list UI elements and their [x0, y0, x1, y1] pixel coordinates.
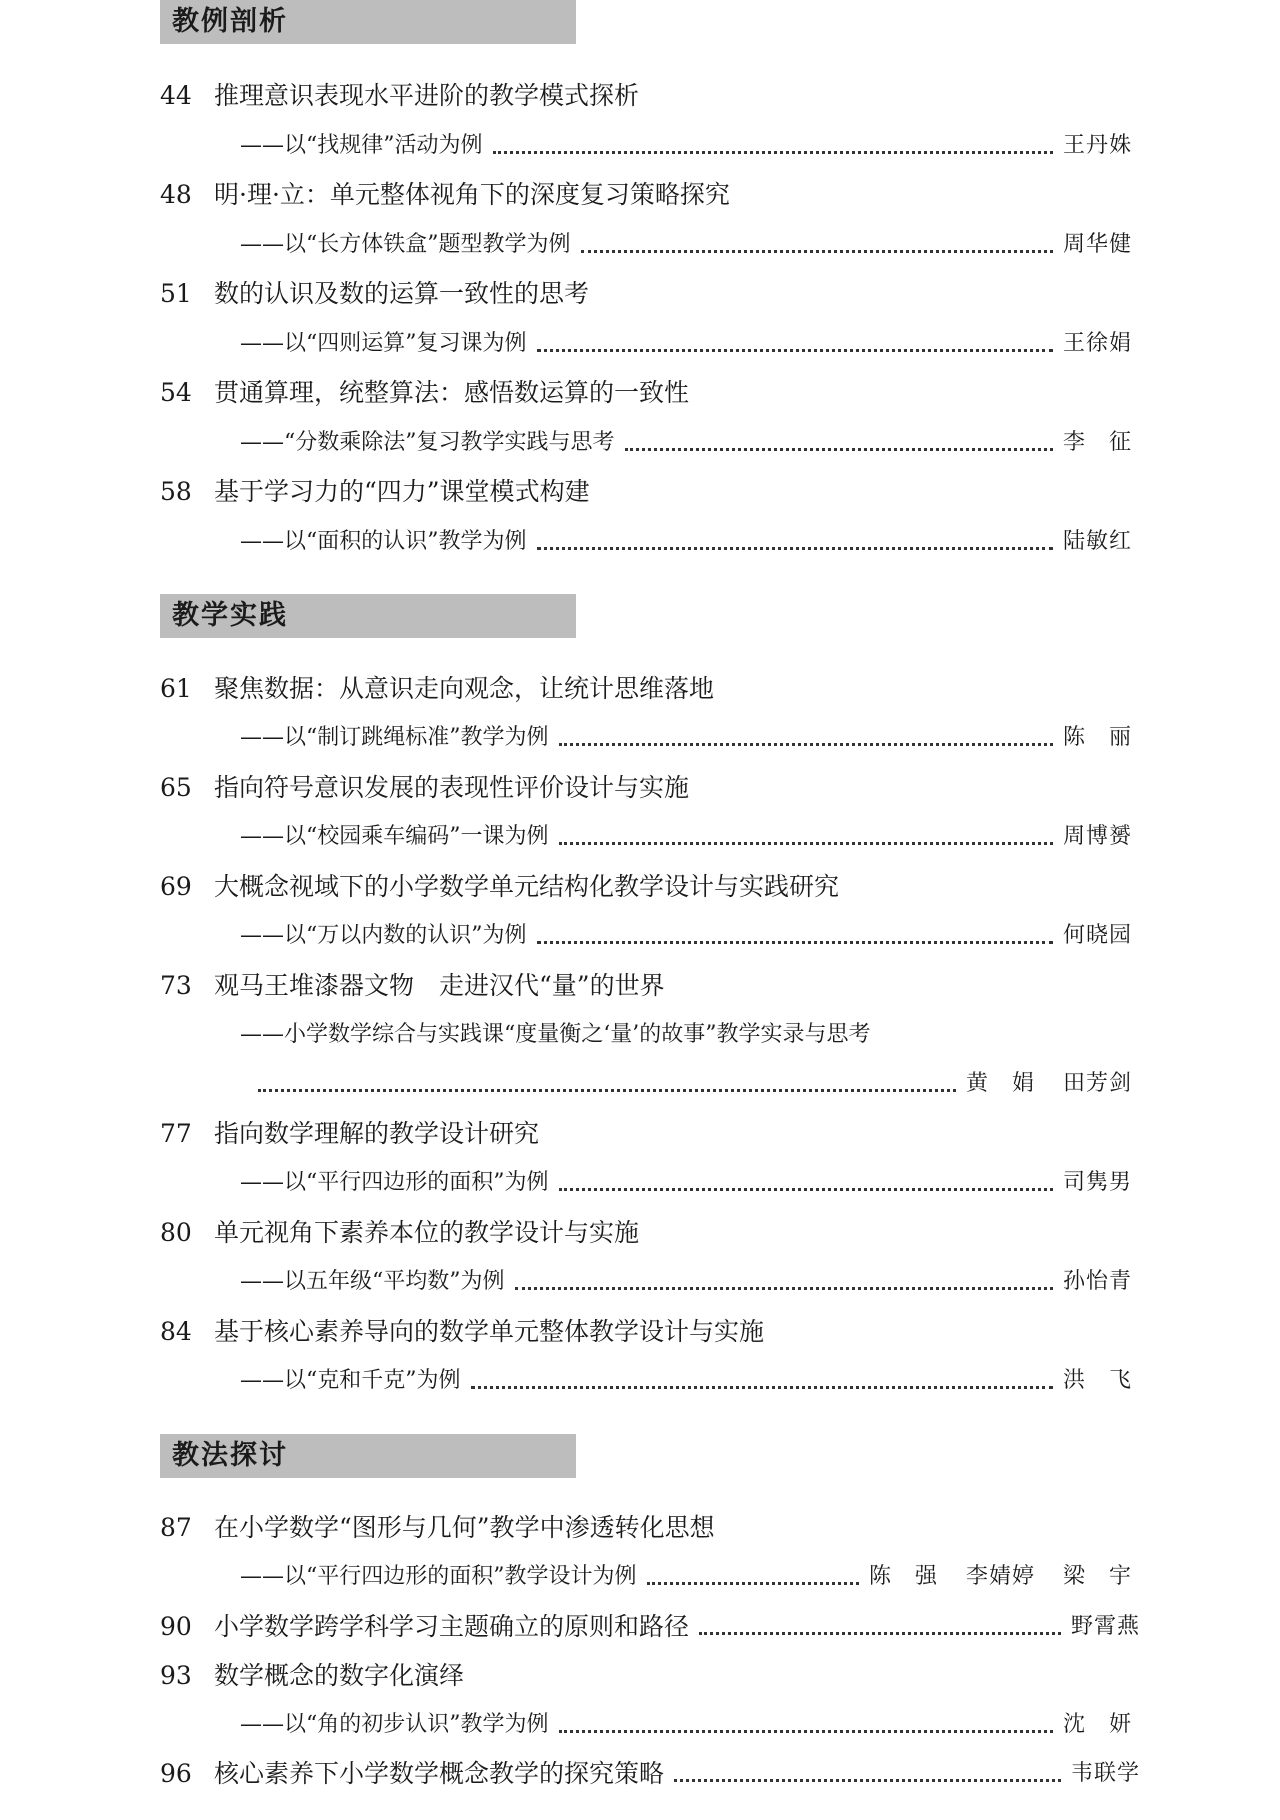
dot-leader: [537, 941, 1053, 944]
dot-leader: [559, 743, 1053, 746]
dot-leader: [515, 1287, 1053, 1290]
toc-entry-subtitle: [240, 225, 1132, 265]
toc-entry-title: [160, 669, 1140, 709]
toc-entry-authors: [248, 1064, 1132, 1104]
dot-leader: [581, 250, 1053, 253]
dot-leader: [471, 1386, 1053, 1389]
toc-entry-title: [160, 1312, 1140, 1352]
article-subtitle: ——以“校园乘车编码”一课为例: [240, 824, 549, 849]
article-title: 推理意识表现水平进阶的教学模式探析: [214, 81, 640, 110]
article-title: 在小学数学“图形与几何”教学中渗透转化思想: [214, 1513, 715, 1542]
author: 周华健: [1062, 232, 1132, 257]
dot-leader: [559, 842, 1053, 845]
toc-entry-title: [160, 175, 1140, 215]
author: 梁 宇: [1062, 1564, 1132, 1589]
dot-leader: [625, 448, 1053, 451]
section-header: [160, 1434, 576, 1478]
page-number: 61: [160, 674, 192, 703]
article-subtitle: ——以“角的初步认识”教学为例: [240, 1712, 549, 1737]
article-subtitle: ——以“平行四边形的面积”为例: [240, 1170, 549, 1195]
article-subtitle: ——以“万以内数的认识”为例: [240, 923, 527, 948]
toc-entry-title: [160, 1213, 1140, 1253]
toc-entry-subtitle: [240, 1015, 1132, 1055]
author: 孙怡青: [1062, 1269, 1132, 1294]
author: 王徐娟: [1062, 331, 1132, 356]
section-title: 教例剖析: [172, 6, 288, 37]
author: 何晓园: [1062, 923, 1132, 948]
section-header: [160, 594, 576, 638]
page-number: 51: [160, 279, 192, 308]
toc-entry-title: [160, 76, 1140, 116]
author: 黄 娟: [965, 1071, 1035, 1096]
toc-entry-title: [160, 274, 1140, 314]
page-number: 44: [160, 81, 192, 110]
article-title: 小学数学跨学科学习主题确立的原则和路径: [214, 1612, 690, 1641]
toc-entry-subtitle: [240, 718, 1132, 758]
article-subtitle: ——以“找规律”活动为例: [240, 133, 483, 158]
author: 李婧婷: [965, 1564, 1035, 1589]
section-title: 教学实践: [172, 600, 288, 631]
page-number: 96: [160, 1759, 192, 1788]
toc-entry-title: [160, 1754, 1140, 1794]
article-title: 数的认识及数的运算一致性的思考: [214, 279, 590, 308]
toc-entry-title: [160, 1656, 1140, 1696]
dot-leader: [647, 1582, 859, 1585]
article-subtitle: ——以“制订跳绳标准”教学为例: [240, 725, 549, 750]
section-title: 教法探讨: [172, 1440, 288, 1471]
dot-leader: [493, 151, 1053, 154]
toc-entry-subtitle: [240, 423, 1132, 463]
page-number: 73: [160, 971, 192, 1000]
toc-entry-title: [160, 768, 1140, 808]
toc-entry-subtitle: [240, 916, 1132, 956]
toc-entry-title: [160, 373, 1140, 413]
dot-leader: [559, 1730, 1053, 1733]
page-number: 90: [160, 1612, 192, 1641]
toc-entry-subtitle: [240, 817, 1132, 857]
page-number: 77: [160, 1119, 192, 1148]
article-subtitle: ——以“面积的认识”教学为例: [240, 529, 527, 554]
author: 韦联学: [1070, 1761, 1140, 1786]
author: 洪 飞: [1062, 1368, 1132, 1393]
article-subtitle: ——以五年级“平均数”为例: [240, 1269, 505, 1294]
toc-entry-title: [160, 472, 1140, 512]
page-number: 58: [160, 477, 192, 506]
article-title: 指向数学理解的教学设计研究: [214, 1119, 540, 1148]
section-header: [160, 0, 576, 44]
article-title: 单元视角下素养本位的教学设计与实施: [214, 1218, 640, 1247]
author: 王丹姝: [1062, 133, 1132, 158]
article-title: 基于学习力的“四力”课堂模式构建: [214, 477, 590, 506]
dot-leader: [699, 1632, 1061, 1635]
toc-entry-title: [160, 966, 1140, 1006]
dot-leader: [537, 349, 1053, 352]
page-number: 87: [160, 1513, 192, 1542]
dot-leader: [674, 1779, 1061, 1782]
toc-entry-subtitle: [240, 324, 1132, 364]
page-number: 93: [160, 1661, 192, 1690]
article-title: 贯通算理，统整算法：感悟数运算的一致性: [214, 378, 690, 407]
article-subtitle: ——以“平行四边形的面积”教学设计为例: [240, 1564, 637, 1589]
page-number: 48: [160, 180, 192, 209]
article-title: 聚焦数据：从意识走向观念，让统计思维落地: [214, 674, 715, 703]
dot-leader: [559, 1188, 1053, 1191]
article-title: 指向符号意识发展的表现性评价设计与实施: [214, 773, 690, 802]
toc-entry-subtitle: [240, 126, 1132, 166]
author: 司隽男: [1062, 1170, 1132, 1195]
article-subtitle: ——以“克和千克”为例: [240, 1368, 461, 1393]
article-title: 数学概念的数字化演绎: [214, 1661, 465, 1690]
article-title: 观马王堆漆器文物 走进汉代“量”的世界: [214, 971, 665, 1000]
author: 陈 强: [868, 1564, 938, 1589]
article-title: 大概念视域下的小学数学单元结构化教学设计与实践研究: [214, 872, 840, 901]
page-number: 65: [160, 773, 192, 802]
toc-entry-subtitle: [240, 1163, 1132, 1203]
page-number: 84: [160, 1317, 192, 1346]
page-number: 69: [160, 872, 192, 901]
author: 周博赟: [1062, 824, 1132, 849]
author: 李 征: [1062, 430, 1132, 455]
page-number: 80: [160, 1218, 192, 1247]
dot-leader: [537, 547, 1053, 550]
dot-leader: [258, 1089, 956, 1092]
toc-entry-subtitle: [240, 522, 1132, 562]
author: 陆敏红: [1062, 529, 1132, 554]
article-subtitle: ——“分数乘除法”复习教学实践与思考: [240, 430, 615, 455]
article-subtitle: ——小学数学综合与实践课“度量衡之‘量’的故事”教学实录与思考: [240, 1022, 871, 1047]
article-title: 明·理·立：单元整体视角下的深度复习策略探究: [214, 180, 730, 209]
toc-entry-title: [160, 1114, 1140, 1154]
toc-entry-subtitle: [240, 1557, 1132, 1597]
toc-entry-title: [160, 1607, 1140, 1647]
toc-entry-subtitle: [240, 1361, 1132, 1401]
article-title: 基于核心素养导向的数学单元整体教学设计与实施: [214, 1317, 765, 1346]
author: 陈 丽: [1062, 725, 1132, 750]
page-number: 54: [160, 378, 192, 407]
article-subtitle: ——以“四则运算”复习课为例: [240, 331, 527, 356]
author: 田芳剑: [1062, 1071, 1132, 1096]
toc-entry-subtitle: [240, 1262, 1132, 1302]
article-title: 核心素养下小学数学概念教学的探究策略: [214, 1759, 665, 1788]
toc-entry-title: [160, 1508, 1140, 1548]
author: 野霄燕: [1070, 1614, 1140, 1639]
article-subtitle: ——以“长方体铁盒”题型教学为例: [240, 232, 571, 257]
toc-entry-subtitle: [240, 1705, 1132, 1745]
toc-entry-title: [160, 867, 1140, 907]
author: 沈 妍: [1062, 1712, 1132, 1737]
